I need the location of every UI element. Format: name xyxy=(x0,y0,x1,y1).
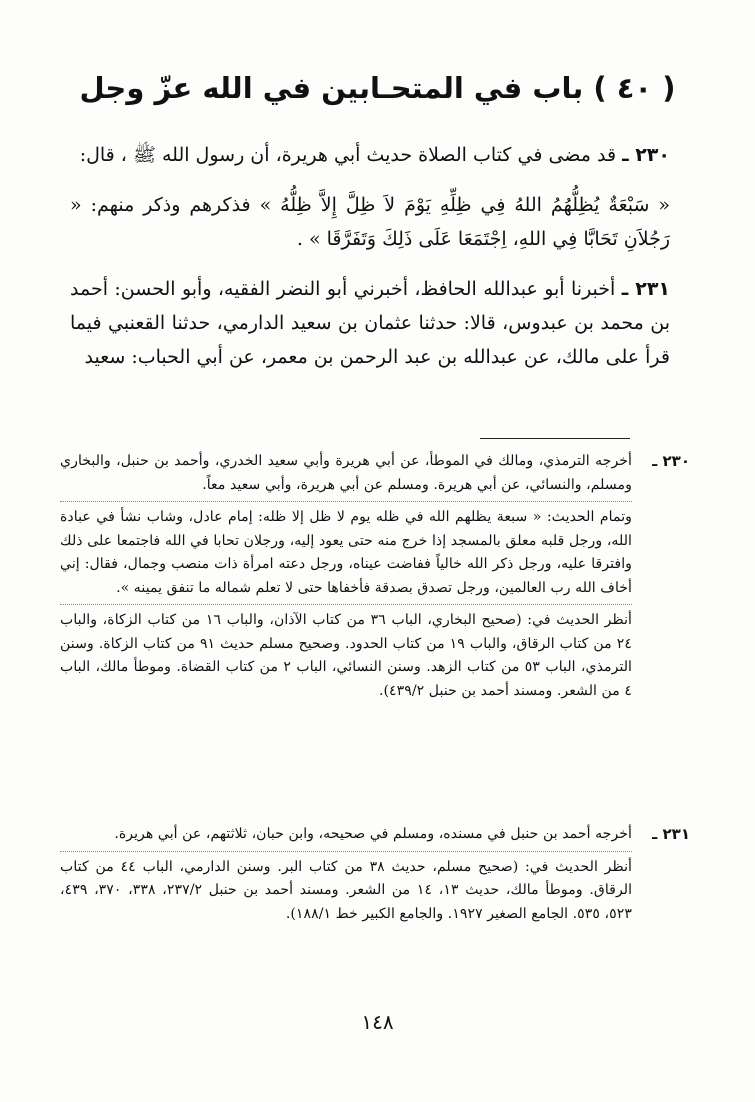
hadith-230-intro xyxy=(70,138,670,172)
footnote-231-references: أنظر الحديث في: (صحيح مسلم، حديث ٣٨ من كتاب البر. وسنن الدارمي، الباب ٤٤ من كتاب الرقاق. وموطأ مالك، حديث ١٣، ١٤ من الشعر. ومسند أحمد بن حنبل ٢٣٧/٢، ٣٣٨، ٣٧٠، ٤٣٩، ٥٢٣، ٥٣٥. الجامع الصغير ١٩٢٧. والجامع الكبير خط ١٨٨/١). xyxy=(60,858,633,922)
hadith-230-text: « سَبْعَةٌ يُظِلُّهُمُ اللهُ فِي ظِلِّهِ يَوْمَ لاَ ظِلَّ إِلاَّ ظِلُّهُ » فذكرهم وذكر منهم: « رَجُلاَنِ تَحَابَّا فِي اللهِ، اِجْتَمَعَا عَلَى ذَلِكَ وَتَفَرَّقَا » . xyxy=(70,194,670,250)
hadith-231-number: ٢٣١ ـ xyxy=(621,278,671,300)
footnote-231-sources: أخرجه أحمد بن حنبل في مسنده، ومسلم في صحيحه، وابن حبان، ثلاثتهم، عن أبي هريرة. xyxy=(114,826,632,842)
footnote-230-sources: أخرجه الترمذي، ومالك في الموطأ، عن أبي هريرة وأبي سعيد الخدري، وأحمد بن حنبل، والبخاري ومسلم، والنسائي، عن أبي هريرة. ومسلم عن أبي هريرة، وأبي سعيد معاً. xyxy=(60,453,632,493)
footnote-230-full-hadith: وتمام الحديث: « سبعة يظلهم الله في ظله يوم لا ظل إلا ظله: إمام عادل، وشاب نشأ في عبادة الله، ورجل قلبه معلق بالمسجد إذا خرج منه حتى يعود إليه، ورجلان تحابا في الله فاجتمعا على ذلك وافترقا عليه، ورجل ذكر الله خالياً ففاضت عيناه، ورجل دعته امرأة ذات منصب وجمال، فقال: إني أخاف الله رب العالمين، ورجل تصدق بصدقة فأخفاها حتى لا تعلم شماله ما تنفق يمينه ». xyxy=(60,509,632,596)
footnote-231 xyxy=(60,823,690,926)
chapter-title: ( ٤٠ ) باب في المتحـابين في الله عزّ وجل xyxy=(79,71,676,105)
footnote-230-references: أنظر الحديث في: (صحيح البخاري، الباب ٣٦ من كتاب الآذان، والباب ١٦ من كتاب الزكاة، والباب ٢٤ من كتاب الرقاق، والباب ١٩ من كتاب الحدود. وصحيح مسلم حديث ٩١ من كتاب الزكاة. وسنن الترمذي، الباب ٥٣ من كتاب الزهد. وسنن النسائي، الباب ٢ من كتاب القضاة. وموطأ مالك، الباب ٤ من الشعر. ومسند أحمد بن حنبل ٤٣٩/٢). xyxy=(60,612,632,699)
hadith-231-text: أخبرنا أبو عبدالله الحافظ، أخبرني أبو النضر الفقيه، وأبو الحسن: أحمد بن محمد بن عبدوس، قالا: حدثنا عثمان بن سعيد الدارمي، حدثنا القعنبي فيما قرأ على مالك، عن عبدالله بن عبد الرحمن بن معمر، عن أبي الحباب: سعيد xyxy=(70,278,670,368)
page-number: ١٤٨ xyxy=(361,1010,394,1034)
hadith-231 xyxy=(70,272,670,374)
footnote-divider xyxy=(60,501,632,502)
footnote-divider xyxy=(60,851,632,852)
hadith-230-number: ٢٣٠ ـ xyxy=(622,144,670,166)
footnote-231-number: ٢٣١ ـ xyxy=(652,825,690,843)
footnote-separator xyxy=(480,438,630,439)
footnote-230-number: ٢٣٠ ـ xyxy=(652,452,690,470)
hadith-230-intro-text: قد مضى في كتاب الصلاة حديث أبي هريرة، أن رسول الله ﷺ ، قال: xyxy=(79,144,617,166)
footnote-230 xyxy=(60,450,690,703)
main-text xyxy=(70,138,670,374)
footnote-divider xyxy=(60,604,632,605)
